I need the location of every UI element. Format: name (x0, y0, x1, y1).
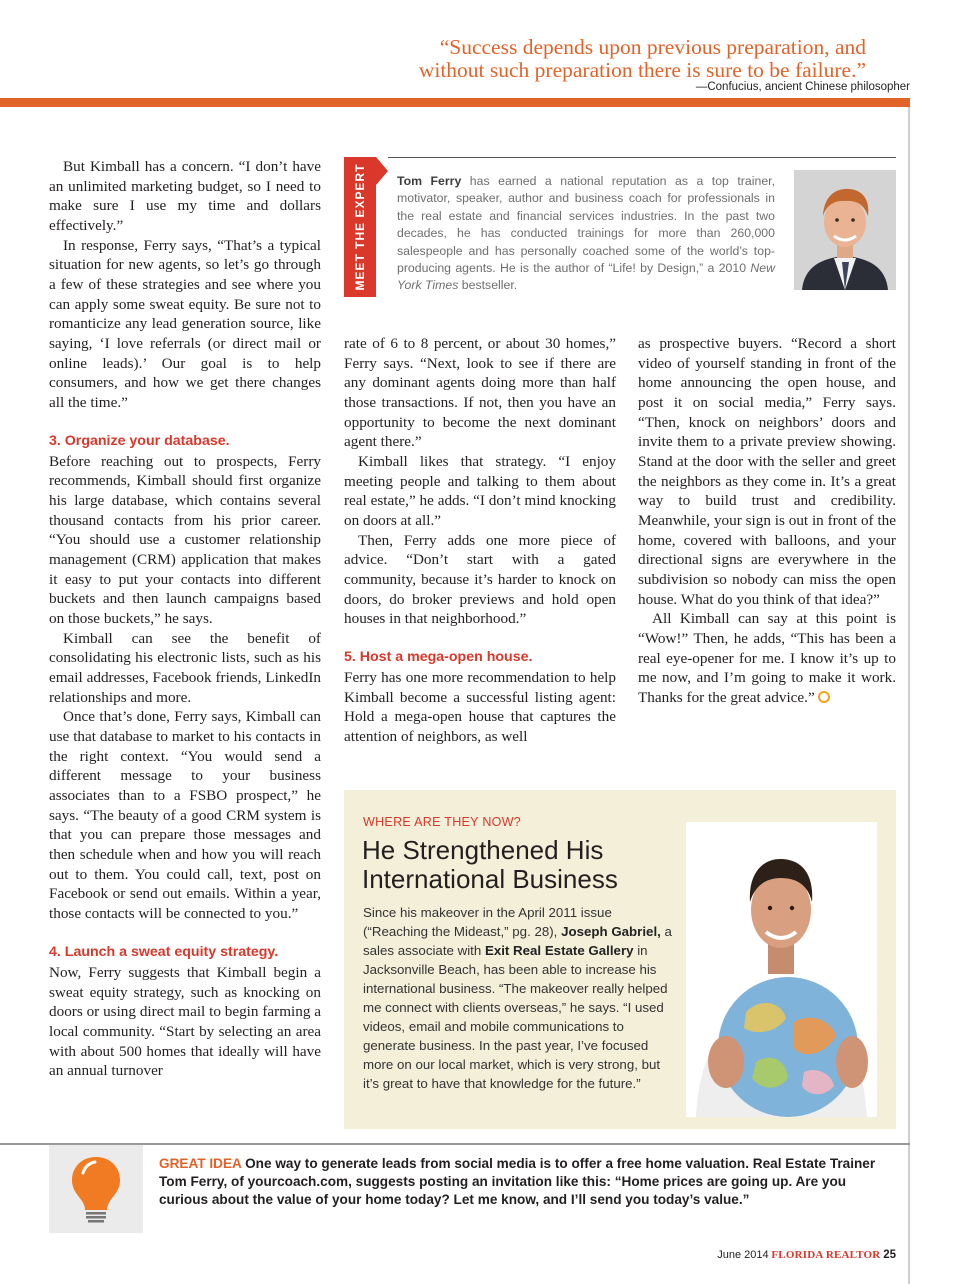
great-idea-text (159, 1155, 889, 1210)
subhead-organize-database: 3. Organize your database. (49, 433, 230, 450)
page-number: 25 (883, 1249, 896, 1261)
end-mark-icon (818, 691, 830, 703)
sidebar-title: He Strengthened His International Business (362, 835, 618, 894)
sidebar-kicker: WHERE ARE THEY NOW? (363, 815, 522, 829)
sidebar-body (363, 903, 679, 1093)
meet-the-expert-box (344, 157, 896, 297)
article-column-2 (344, 334, 616, 747)
sidebar-body-c: in Jacksonville Beach, has been able to increase his international business. “The makeover really helped me connect with clients overseas,” he says. “I used videos, email and mobile communications to generate business. In the past year, I’ve focused more on our local market, which is very strong, but it’s great to have that knowledge for the future.” (363, 943, 668, 1091)
great-idea-label: GREAT IDEA (159, 1156, 242, 1171)
footer-date: June 2014 (717, 1249, 769, 1261)
paragraph: Then, Ferry adds one more piece of advice. “Don’t start with a gated community, because it’s harder to knock on doors, do broker previews and hold open houses in that neighborhood.” (344, 531, 616, 628)
expert-divider (388, 157, 896, 158)
expert-bio-a: has earned a national reputation as a top trainer, motivator, speaker, author and business coach for professionals in the real estate and financial services industries. In the past two decades, he has conducted trainings for more than 260,000 salespeople and has personally coached some of the world’s top-producing agents. He is the author of “Life! by Design,” a 2010 (397, 174, 775, 276)
paragraph (638, 609, 896, 707)
paragraph: Kimball can see the benefit of consolidating his electronic lists, such as his email addresses, Facebook friends, LinkedIn relationships and more. (49, 629, 321, 706)
company-name: Exit Real Estate Gallery (484, 943, 634, 958)
paragraph: Now, Ferry suggests that Kimball begin a sweat equity strategy, such as knocking on doors or using direct mail to begin farming a local community. “Start by selecting an area with about 500 homes that ideally will have an annual turnover (49, 963, 321, 1080)
portrait-illustration (794, 170, 896, 290)
article-column-3 (638, 334, 896, 707)
header-accent-bar (0, 98, 910, 107)
subhead-mega-open-house: 5. Host a mega-open house. (344, 649, 533, 666)
paragraph: In response, Ferry says, “That’s a typical situation for new agents, so let’s go through a few of these strategies and see where you can apply some sweat equity. Be sure not to romanticize any lead generation source, like saying, ‘I love referrals (or direct mail or online leads).’ Our goal is to help consumers, and how we get there changes all the time.” (49, 236, 321, 411)
lightbulb-icon (69, 1155, 123, 1225)
paragraph: Once that’s done, Ferry says, Kimball can use that database to market to his contacts in the right context. “You would send a different message to your business associates than to a FSBO prospect,” he says. “The beauty of a good CRM system is that you can prepare those messages and then schedule when and how you will reach out to them. You could call, text, post on Facebook or send out emails. Within a year, those contacts will be connected to you.” (49, 708, 321, 922)
expert-bio-italic: New York Times (397, 261, 775, 293)
footer-brand: FLORIDA REALTOR (771, 1249, 881, 1261)
expert-portrait-photo (794, 170, 896, 290)
pull-quote-line-1: “Success depends upon previous preparation, and (439, 35, 866, 59)
expert-name: Tom Ferry (397, 174, 462, 188)
expert-bio-b: bestseller. (458, 278, 518, 293)
quote-attribution: —Confucius, ancient Chinese philosopher (695, 81, 910, 93)
paragraph: as prospective buyers. “Record a short video of yourself standing in front of the home announcing the open house, and post it on social media,” Ferry says. “Then, knock on neighbors’ doors and invite them to a private preview showing. Stand at the door with the seller and greet the neighbors as they come in. It’s a great way to build trust and credibility. Meanwhile, your sign is out in front of the home, covered with balloons, and your directional signs are everywhere in the subdivision so nobody can miss the open house. What do you think of that idea?” (638, 335, 896, 608)
pull-quote-line-2: without such preparation there is sure to be failure.” (418, 58, 866, 82)
article-column-1 (49, 157, 321, 1081)
subhead-sweat-equity: 4. Launch a sweat equity strategy. (49, 944, 279, 961)
great-idea-body: One way to generate leads from social media is to offer a free home valuation. Real Estate Trainer Tom Ferry, of yourcoach.com, suggests posting an invitation like this: “Home prices are going up. Are you curious about the value of your home today? Let me know, and I’ll send you today’s value.” (159, 1156, 876, 1208)
globe-portrait-illustration (686, 822, 877, 1117)
paragraph: rate of 6 to 8 percent, or about 30 homes,” Ferry says. “Next, look to see if there are any dominant agents doing more than half those transactions. If not, then you have an opportunity to become the next dominant agent there.” (344, 335, 616, 451)
expert-tab-arrow (376, 157, 388, 185)
paragraph: Before reaching out to prospects, Ferry recommends, Kimball should first organize his large database, which contains several thousand contacts from his prior career. “You should use a customer relationship management (CRM) application that makes it easy to put your contacts into different buckets and then launch campaigns based on those buckets,” he says. (49, 452, 321, 628)
great-idea-icon-box (49, 1145, 143, 1233)
page-edge-rule (908, 98, 910, 1284)
globe-portrait-photo (686, 822, 877, 1117)
expert-label: MEET THE EXPERT (353, 163, 367, 291)
paragraph: Kimball likes that strategy. “I enjoy meeting people and talking to them about real estate,” he adds. “I don’t mind knocking on doors at all.” (344, 452, 616, 529)
paragraph: Ferry has one more recommendation to help Kimball become a successful listing agent: Hold a mega-open house that captures the attention of neighbors, as well (344, 669, 616, 746)
sidebar-body-a: Since his makeover in the April 2011 issue (“Reaching the Mideast,” pg. 28), (363, 905, 612, 939)
sidebar-body-b: a sales associate with (363, 924, 672, 958)
expert-bio (397, 173, 775, 295)
paragraph: But Kimball has a concern. “I don’t have an unlimited marketing budget, so I need to make sure I use my time and dollars effectively.” (49, 158, 321, 234)
pull-quote (300, 36, 866, 82)
page-footer (717, 1249, 896, 1261)
person-name: Joseph Gabriel, (561, 924, 661, 939)
where-are-they-now-sidebar (344, 790, 896, 1129)
closing-text: All Kimball can say at this point is “Wow!” Then, he adds, “This has been a real eye-opener for me. I know it’s up to me now, and I’m going to make it work. Thanks for the great advice.” (638, 610, 896, 706)
